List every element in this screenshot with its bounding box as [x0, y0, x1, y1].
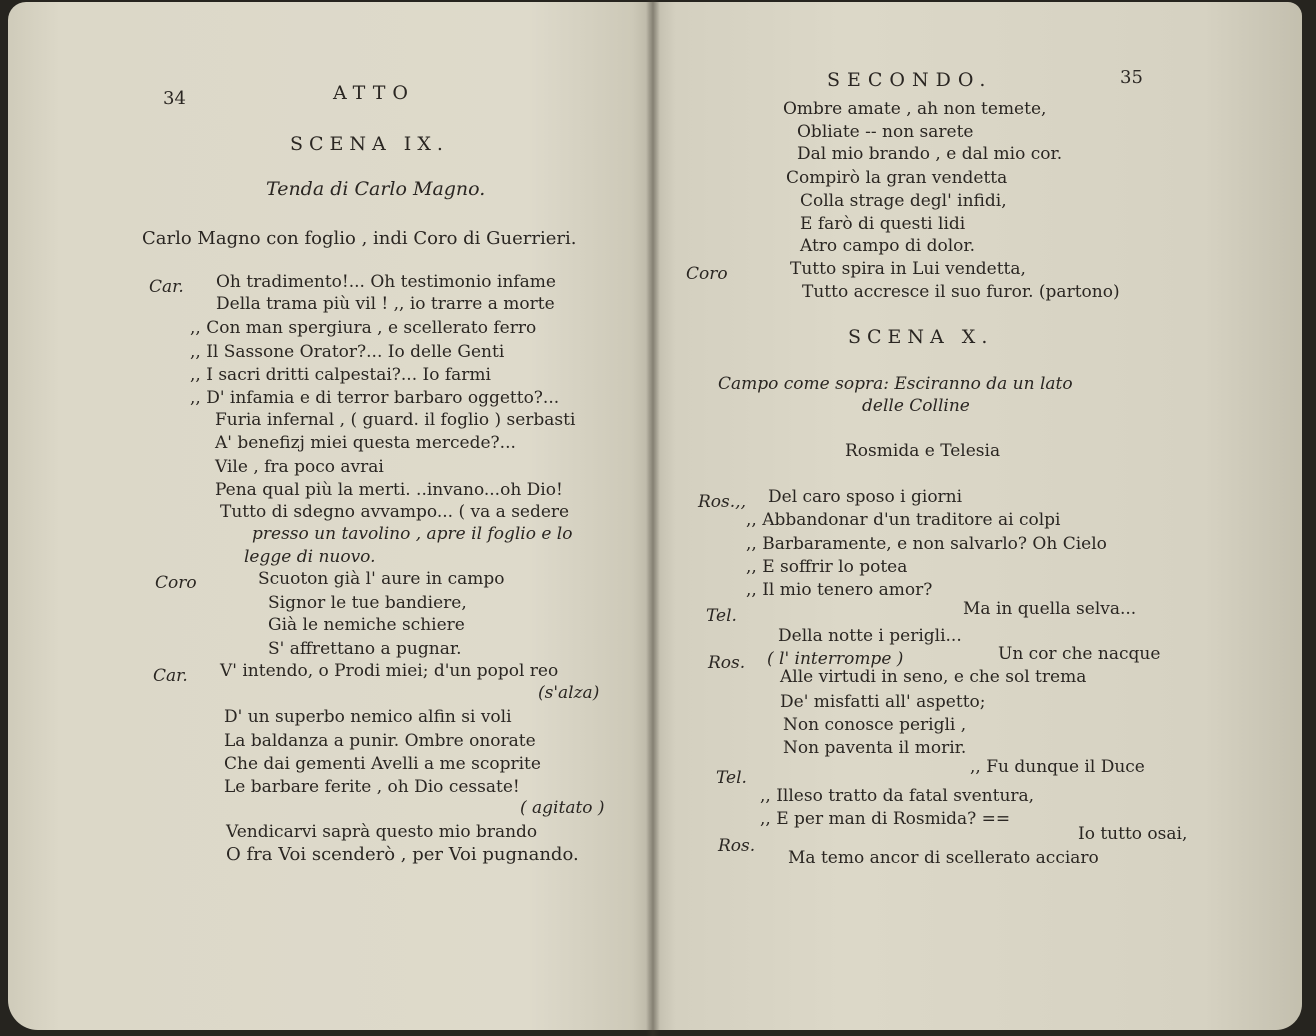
- running-head-left: ATTO: [333, 82, 415, 104]
- scene-title-right: SCENA X.: [848, 326, 994, 348]
- verse-line: ,, Con man spergiura , e scellerato ferro: [190, 318, 537, 338]
- verse-line: V' intendo, o Prodi miei; d'un popol reo: [220, 661, 559, 681]
- page-number-left: 34: [163, 88, 186, 109]
- page-number-right: 35: [1120, 67, 1143, 88]
- verse-line: Non conosce perigli ,: [783, 715, 967, 735]
- speaker-label: Tel.: [706, 606, 737, 626]
- verse-line: ,, Illeso tratto da fatal sventura,: [760, 786, 1035, 806]
- verse-line: A' benefizj miei questa mercede?...: [215, 433, 516, 453]
- scene-setting-left: Tenda di Carlo Magno.: [266, 178, 486, 200]
- speaker-label: Ros.: [718, 836, 756, 856]
- verse-line: Le barbare ferite , oh Dio cessate!: [224, 777, 520, 797]
- verse-line: De' misfatti all' aspetto;: [780, 692, 986, 712]
- verse-line: ,, Il Sassone Orator?... Io delle Genti: [190, 342, 505, 362]
- verse-line: D' un superbo nemico alfin si voli: [224, 707, 512, 727]
- verse-line: Alle virtudi in seno, e che sol trema: [780, 667, 1087, 687]
- verse-line: Tutto spira in Lui vendetta,: [790, 259, 1026, 279]
- scene-title-left: SCENA IX.: [290, 133, 449, 155]
- speaker-label: Ros.: [708, 653, 746, 673]
- verse-line: Che dai gementi Avelli a me scoprite: [224, 754, 541, 774]
- verse-line: ,, Fu dunque il Duce: [970, 757, 1145, 777]
- verse-line: Un cor che nacque: [998, 644, 1161, 664]
- verse-line: Signor le tue bandiere,: [268, 593, 467, 613]
- verse-line: Pena qual più la merti. ..invano...oh Dio!: [215, 480, 563, 500]
- verse-line: Oh tradimento!... Oh testimonio infame: [216, 272, 556, 292]
- book-gutter: [646, 0, 660, 1036]
- scene-setting-right-cont: delle Colline: [862, 396, 970, 416]
- verse-line: Ombre amate , ah non temete,: [783, 99, 1047, 119]
- scene-setting-right: Campo come sopra: Esciranno da un lato: [718, 374, 1073, 394]
- right-page: [650, 2, 1302, 1030]
- scene-characters-right: Rosmida e Telesia: [845, 441, 1001, 461]
- verse-line: Obliate -- non sarete: [797, 122, 974, 142]
- verse-line: ,, I sacri dritti calpestai?... Io farmi: [190, 365, 491, 385]
- verse-line: Io tutto osai,: [1078, 824, 1188, 844]
- speaker-label: Car.: [149, 277, 184, 297]
- verse-line: Ma in quella selva...: [963, 599, 1137, 619]
- left-page: [8, 2, 658, 1030]
- verse-line: Compirò la gran vendetta: [786, 168, 1008, 188]
- verse-line: La baldanza a punir. Ombre onorate: [224, 731, 536, 751]
- verse-line: ,, E soffrir lo potea: [746, 557, 908, 577]
- verse-line: Ma temo ancor di scellerato acciaro: [788, 848, 1099, 868]
- verse-line: Del caro sposo i giorni: [768, 487, 963, 507]
- stage-direction: legge di nuovo.: [244, 547, 376, 567]
- verse-line: Scuoton già l' aure in campo: [258, 569, 505, 589]
- speaker-label: Car.: [153, 666, 188, 686]
- verse-line: Non paventa il morir.: [783, 738, 967, 758]
- running-head-right: SECONDO.: [827, 69, 993, 91]
- verse-line: ,, Barbaramente, e non salvarlo? Oh Cielo: [746, 534, 1107, 554]
- speaker-label: Tel.: [716, 768, 747, 788]
- speaker-label: Ros.,,: [698, 492, 746, 512]
- stage-direction: presso un tavolino , apre il foglio e lo: [252, 524, 573, 544]
- verse-line: O fra Voi scenderò , per Voi pugnando.: [226, 844, 579, 865]
- verse-line: Furia infernal , ( guard. il foglio ) serbasti: [215, 410, 576, 430]
- verse-line: Tutto accresce il suo furor. (partono): [802, 282, 1120, 302]
- speaker-label: Coro: [686, 264, 728, 284]
- verse-line: Della trama più vil ! ,, io trarre a morte: [216, 294, 555, 314]
- stage-direction: ( agitato ): [520, 798, 605, 818]
- stage-direction: ( l' interrompe ): [767, 649, 904, 669]
- verse-line: ,, Il mio tenero amor?: [746, 580, 933, 600]
- verse-line: Tutto di sdegno avvampo... ( va a sedere: [220, 502, 570, 522]
- scene-characters-left: Carlo Magno con foglio , indi Coro di Guerrieri.: [142, 228, 577, 249]
- verse-line: Colla strage degl' infidi,: [800, 191, 1007, 211]
- speaker-label: Coro: [155, 573, 197, 593]
- verse-line: ,, Abbandonar d'un traditore ai colpi: [746, 510, 1061, 530]
- verse-line: Vendicarvi saprà questo mio brando: [226, 822, 538, 842]
- verse-line: ,, D' infamia e di terror barbaro oggetto?...: [190, 388, 560, 408]
- verse-line: Già le nemiche schiere: [268, 615, 465, 635]
- stage-direction: (s'alza): [538, 683, 600, 703]
- verse-line: Vile , fra poco avrai: [215, 457, 384, 477]
- verse-line: E farò di questi lidi: [800, 214, 966, 234]
- verse-line: ,, E per man di Rosmida? ==: [760, 809, 1011, 829]
- verse-line: S' affrettano a pugnar.: [268, 639, 462, 659]
- verse-line: Dal mio brando , e dal mio cor.: [797, 144, 1063, 164]
- verse-line: Della notte i perigli...: [778, 626, 962, 646]
- verse-line: Atro campo di dolor.: [800, 236, 976, 256]
